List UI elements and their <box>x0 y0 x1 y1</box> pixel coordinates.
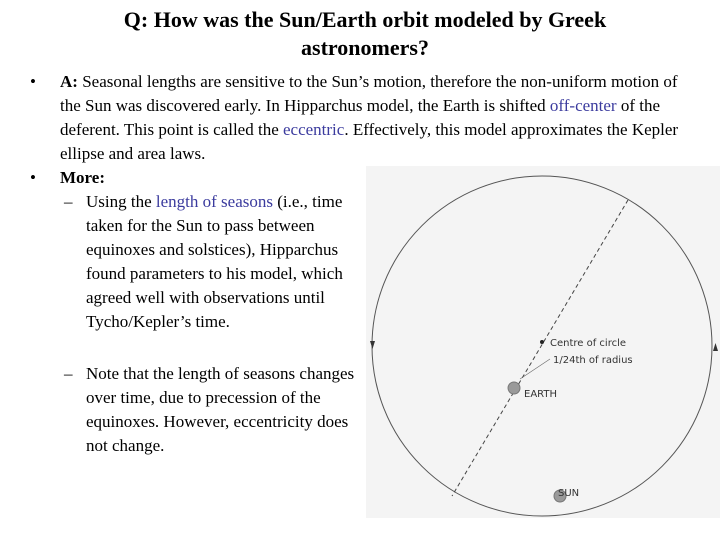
bullet-answer-text <box>60 70 680 166</box>
label-sun: SUN <box>558 488 580 499</box>
highlight-off-center: off-center <box>549 96 617 115</box>
slide-title <box>60 6 670 62</box>
dash-marker: – <box>64 364 73 383</box>
label-centre: Centre of circle <box>550 338 627 349</box>
answer-text-c: . Effectively, this model approximates the Kepler ellipse and area laws. <box>60 120 679 163</box>
answer-lead: A: <box>60 72 78 91</box>
bullet-marker: • <box>30 168 36 187</box>
offset-pointer <box>520 359 550 379</box>
label-offset: 1/24th of radius <box>553 355 633 366</box>
more-lead: More: <box>60 168 105 187</box>
earth-marker <box>508 382 520 394</box>
label-earth: EARTH <box>524 389 558 400</box>
deferent-circle <box>372 176 712 516</box>
bullet-marker: • <box>30 72 36 91</box>
title-line-2: astronomers? <box>301 35 429 60</box>
sub1-text-b: (i.e., time taken for the Sun to pass between equinoxes and solstices), Hipparchus found parameters to his model, which agreed well with observations until Tycho/Kepler’s time. <box>86 192 343 331</box>
answer-text-b: of the deferent. This point is called the <box>60 96 661 139</box>
motion-arrow-right-icon <box>713 343 718 351</box>
sub1-text-a: Using the <box>86 192 156 211</box>
title-line-1: Q: How was the Sun/Earth orbit modeled by Greek <box>123 7 607 32</box>
orbit-diagram <box>366 166 720 518</box>
highlight-length-of-seasons: length of seasons <box>155 192 273 211</box>
dash-marker: – <box>64 192 73 211</box>
highlight-eccentric: eccentric <box>282 120 345 139</box>
sub2-text: Note that the length of seasons changes over time, due to precession of the equinoxes. However, eccentricity does not change. <box>86 364 355 455</box>
centre-point <box>540 340 544 344</box>
motion-arrow-left-icon <box>370 341 375 349</box>
orbit-diagram-svg <box>366 166 720 518</box>
answer-text-a: Seasonal lengths are sensitive to the Sun’s motion, therefore the non-uniform motion of the Sun was discovered early. In Hipparchus model, the Earth is shifted <box>60 72 678 115</box>
